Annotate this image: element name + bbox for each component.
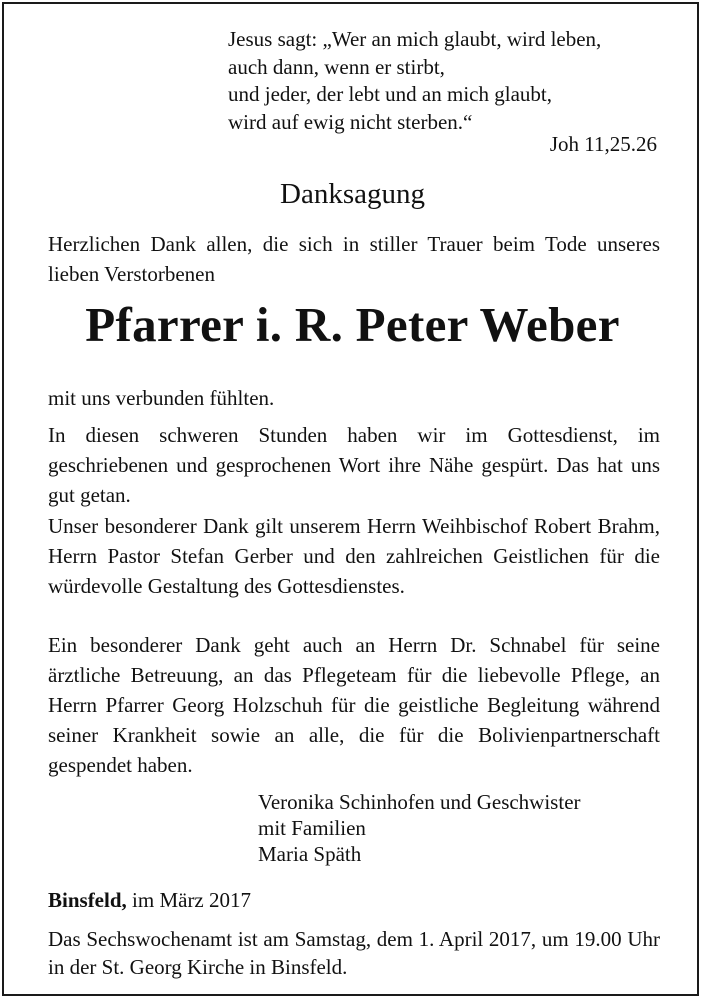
- deceased-name: Pfarrer i. R. Peter Weber: [85, 297, 620, 352]
- verse-reference: Joh 11,25.26: [549, 132, 657, 156]
- signer-line: mit Familien: [258, 816, 366, 840]
- verse-line: auch dann, wenn er stirbt,: [228, 54, 445, 79]
- signer-line: Maria Späth: [258, 842, 362, 866]
- thanks-paragraph: Ein besonderer Dank geht auch an Herrn Dr. Schnabel für seine ärztliche Betreuung, an das Pflegeteam für die liebevolle Pflege, an Herrn Pfarrer Georg Holzschuh für die geistliche Begleitung während seiner Krankheit sowie an alle, die für die Bolivienpartnerschaft gespendet haben.: [48, 633, 660, 777]
- signers-block: [258, 789, 581, 867]
- verse-line: Jesus sagt: „Wer an mich glaubt, wird leben,: [228, 27, 602, 51]
- thanks-paragraph: mit uns verbunden fühlten.: [48, 386, 275, 410]
- date-text: im März 2017: [132, 888, 252, 912]
- bible-verse: [228, 26, 668, 136]
- verse-line: und jeder, der lebt und an mich glaubt,: [228, 82, 552, 107]
- memorial-service-note: Das Sechswochenamt ist am Samstag, dem 1. April 2017, um 19.00 Uhr in der St. Georg Kirche in Binsfeld.: [48, 927, 660, 979]
- notice-heading: Danksagung: [280, 178, 425, 210]
- place-date: [48, 888, 660, 913]
- signer-line: Veronika Schinhofen und Geschwister: [258, 790, 581, 814]
- intro-text: Herzlichen Dank allen, die sich in stiller Trauer beim Tode unseres lieben Verstorbenen: [48, 232, 660, 286]
- thanks-paragraph: In diesen schweren Stunden haben wir im Gottesdienst, im geschriebenen und gesprochenen Wort ihre Nähe gespürt. Das hat uns gut getan.: [48, 423, 660, 507]
- place-name: Binsfeld,: [48, 888, 127, 912]
- thanks-paragraph: Unser besonderer Dank gilt unserem Herrn Weihbischof Robert Brahm, Herrn Pastor Stefan Gerber und den zahlreichen Geistlichen für die würdevolle Gestaltung des Gottesdienstes.: [48, 514, 660, 598]
- verse-line: wird auf ewig nicht sterben.“: [228, 109, 473, 134]
